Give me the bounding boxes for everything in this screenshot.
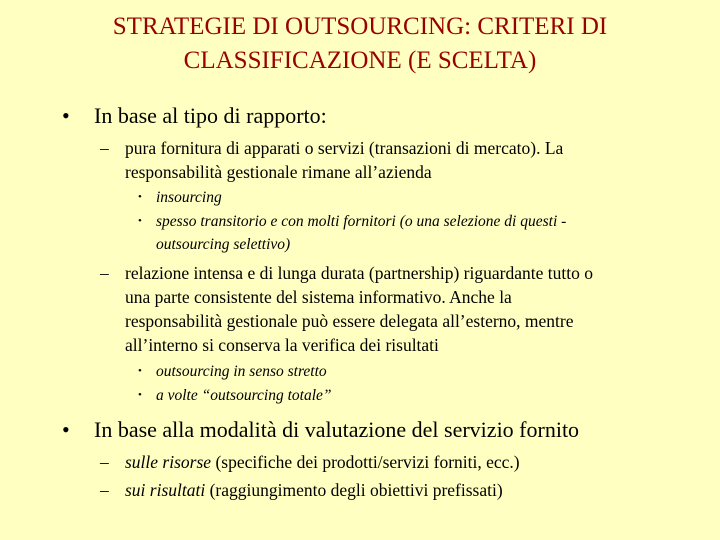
item-text: outsourcing in senso stretto bbox=[156, 363, 327, 380]
sub-bullet-line-4: all’interno si conserva la verifica dei risultati bbox=[125, 335, 439, 355]
item-text: insourcing bbox=[156, 189, 222, 206]
dot-marker: • bbox=[138, 191, 142, 203]
bullet-text: In base al tipo di rapporto: bbox=[94, 103, 327, 128]
dot-marker: • bbox=[138, 215, 142, 227]
title-line-2: CLASSIFICAZIONE (E SCELTA) bbox=[183, 47, 537, 74]
dot-marker: • bbox=[138, 365, 142, 377]
emphasis-text: sulle risorse bbox=[125, 452, 212, 472]
sub-bullet-line-1: pura fornitura di apparati o servizi (transazioni di mercato). La bbox=[125, 138, 564, 158]
sub-bullet-line-2: una parte consistente del sistema informativo. Anche la bbox=[125, 287, 512, 307]
item-line-1: spesso transitorio e con molti fornitori (o una selezione di questi - bbox=[156, 213, 567, 230]
item-text: a volte “outsourcing totale” bbox=[156, 387, 332, 404]
dash-marker: – bbox=[100, 480, 109, 500]
item-line-2: outsourcing selettivo) bbox=[156, 236, 291, 253]
title-line-1: STRATEGIE DI OUTSOURCING: CRITERI DI bbox=[112, 13, 608, 40]
sub-bullet-line-3: responsabilità gestionale può essere delegata all’esterno, mentre bbox=[125, 311, 574, 331]
sub-bullet-text: (specifiche dei prodotti/servizi forniti, ecc.) bbox=[211, 452, 520, 472]
dash-marker: – bbox=[100, 263, 109, 283]
bullet-marker: • bbox=[62, 417, 70, 442]
slide-title bbox=[40, 10, 680, 78]
dot-marker: • bbox=[138, 389, 142, 401]
sub-bullet-line-1: relazione intensa e di lunga durata (partnership) riguardante tutto o bbox=[125, 263, 593, 283]
sub-bullet-line-2: responsabilità gestionale rimane all’azienda bbox=[125, 162, 432, 182]
emphasis-text: sui risultati bbox=[125, 480, 206, 500]
dash-marker: – bbox=[100, 452, 109, 472]
dash-marker: – bbox=[100, 138, 109, 158]
sub-bullet-text: (raggiungimento degli obiettivi prefissati) bbox=[205, 480, 503, 500]
bullet-text: In base alla modalità di valutazione del servizio fornito bbox=[94, 417, 580, 442]
bullet-marker: • bbox=[62, 103, 70, 128]
